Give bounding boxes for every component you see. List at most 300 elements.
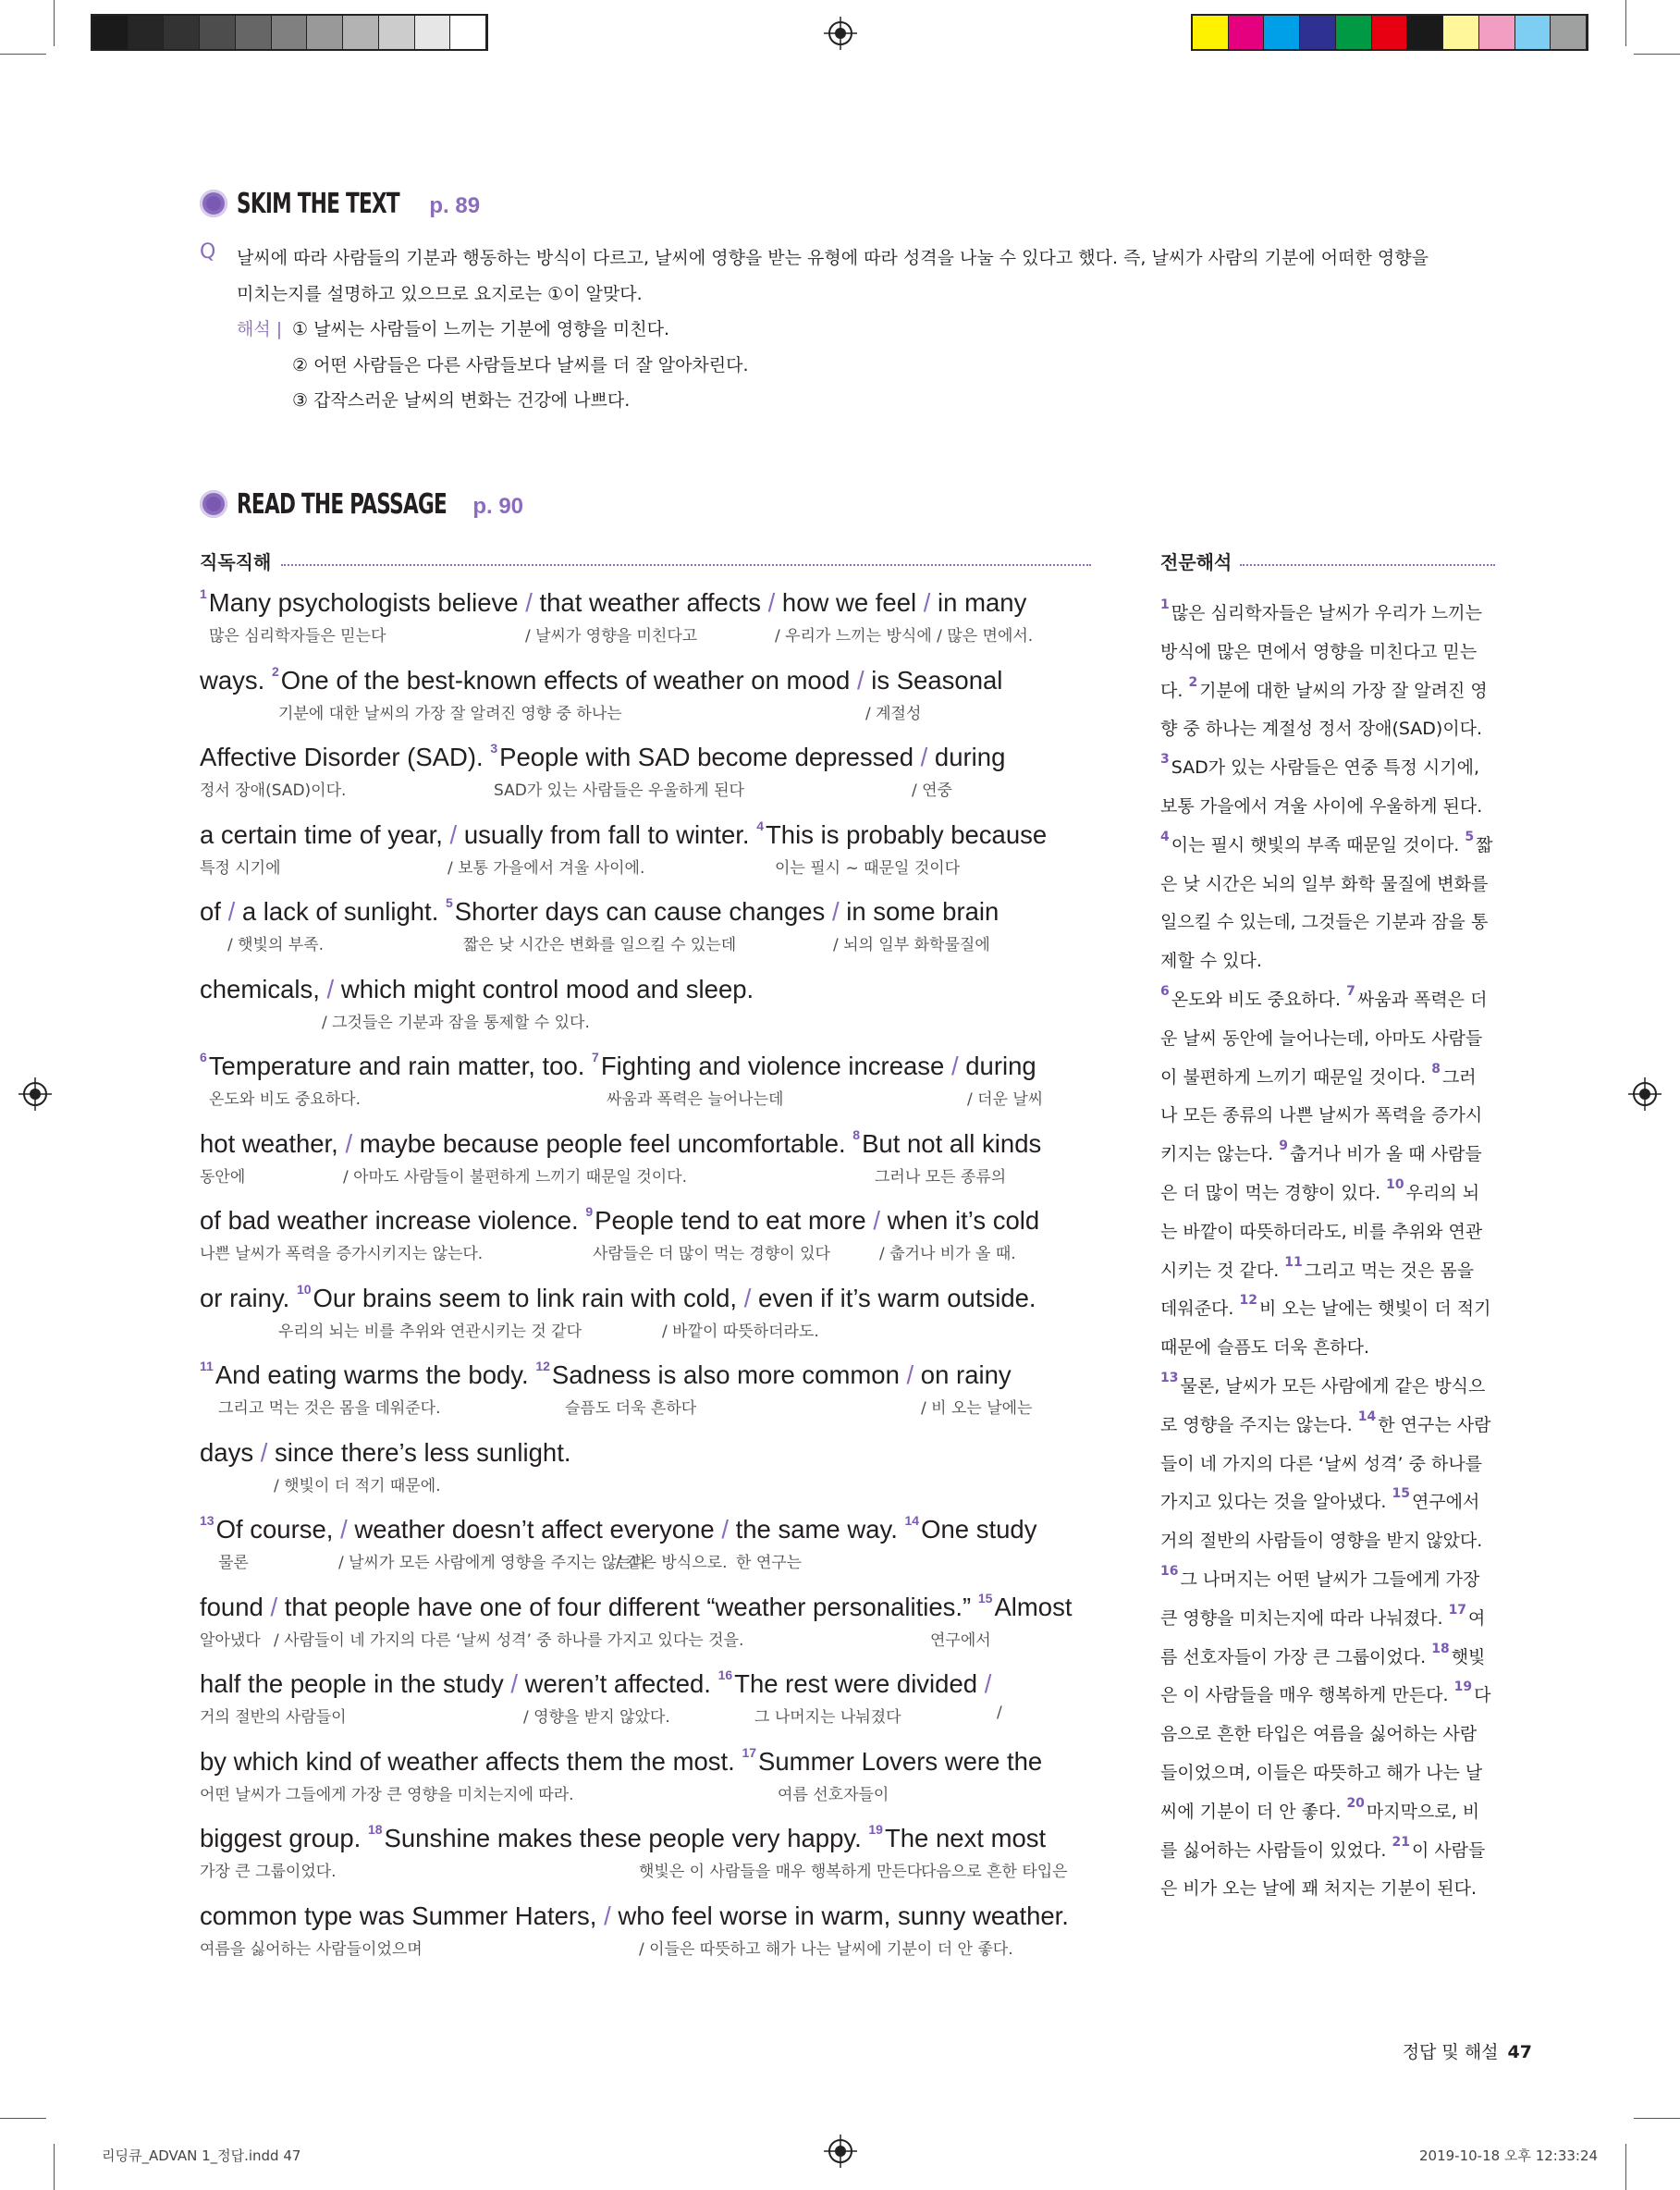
crop-mark [0, 54, 46, 55]
passage-gloss-line [200, 1086, 1060, 1109]
passage-text: how we feel [775, 588, 924, 617]
gloss-chunk: 그러나 모든 종류의 [875, 1167, 1007, 1187]
translation-text: 보통 가을에서 겨울 사이에 우울하게 된다. [1160, 796, 1483, 817]
gloss-chunk: 가장 큰 그룹이었다. [200, 1863, 337, 1881]
gloss-chunk: 그리고 먹는 것은 몸을 데워준다. [218, 1399, 441, 1418]
gloss-chunk: 여름을 싫어하는 사람들이었으며 [200, 1939, 423, 1959]
passage-text: a certain time of year, [200, 819, 450, 849]
chunk-divider: / [510, 1669, 518, 1698]
translation-text: 은 비가 오는 날에 꽤 처지는 기분이 된다. [1160, 1878, 1477, 1900]
gloss-chunk: 이는 필시 ~ 때문일 것이다 [775, 858, 961, 878]
translation-text: 데워준다. [1160, 1298, 1240, 1320]
passage-text: biggest group. [200, 1824, 368, 1852]
translation-text: 연구에서 [1411, 1492, 1480, 1513]
gloss-chunk: / 날씨가 영향을 미친다고 [525, 627, 698, 646]
translation-text: 우리의 뇌 [1405, 1183, 1480, 1203]
sentence-number: 7 [592, 1050, 599, 1064]
passage-text: days [200, 1437, 261, 1467]
gloss-chunk: 거의 절반의 사람들이 [200, 1708, 347, 1727]
gloss-chunk: / 사람들이 네 가지의 다른 ‘날씨 성격’ 중 하나를 가지고 있다는 것을. [274, 1630, 744, 1650]
translation-text: 다 [1474, 1685, 1491, 1706]
passage-text: found [200, 1592, 271, 1621]
passage-text: in many [930, 588, 1027, 617]
gloss-chunk: / 우리가 느끼는 방식에 / 많은 면에서. [775, 627, 1034, 646]
translation-line [1160, 908, 1488, 933]
color-swatch [1229, 16, 1265, 49]
passage-line [200, 975, 754, 1004]
passage-line [200, 1126, 1042, 1159]
color-swatch [1193, 16, 1229, 49]
translation-text: 거의 절반의 사람들이 영향을 받지 않았다. [1160, 1531, 1483, 1552]
skim-page-ref: p. 89 [429, 193, 481, 218]
sentence-number: 17 [742, 1744, 757, 1760]
crop-mark [1634, 2118, 1680, 2119]
literal-translation-label: 직독직해 [200, 551, 272, 573]
passage-text: Shorter days can cause changes [454, 897, 832, 926]
sentence-number: 6 [200, 1050, 207, 1064]
passage-text: usually from fall to winter. [457, 819, 757, 849]
passage-text: a lack of sunlight. [235, 897, 446, 926]
translation-line [1160, 1834, 1486, 1862]
sentence-number: 12 [535, 1359, 550, 1373]
sentence-number: 4 [756, 818, 764, 833]
gloss-chunk: 어떤 날씨가 그들에게 가장 큰 영향을 미치는지에 따라. [200, 1785, 574, 1804]
gray-swatch [272, 16, 308, 49]
translation-text: 은 이 사람들을 매우 행복하게 만든다. [1160, 1685, 1454, 1706]
gloss-chunk: / 햇빛의 부족. [227, 936, 325, 954]
passage-line [200, 1590, 1073, 1622]
chunk-divider: / [906, 1360, 914, 1389]
chunk-divider: / [743, 1283, 752, 1312]
translation-text: 향 중 하나는 계절성 정서 장애(SAD)이다. [1160, 719, 1483, 740]
sentence-number: 3 [490, 741, 498, 756]
translation-text: 은 더 많이 먹는 경향이 있다. [1160, 1183, 1387, 1203]
translation-line [1160, 1488, 1479, 1513]
passage-gloss-line [200, 1858, 1068, 1881]
sentence-number: 1 [200, 586, 207, 601]
passage-text: chemicals, [200, 974, 327, 1003]
gloss-chunk: 여름 선호자들이 [778, 1785, 889, 1804]
gloss-chunk: / 연중 [912, 781, 952, 800]
translation-text: 이 불편하게 느끼기 때문일 것이다. [1160, 1066, 1432, 1088]
sentence-number: 9 [1279, 1138, 1288, 1154]
crop-mark [1625, 0, 1626, 46]
passage-text: maybe because people feel uncomfortable. [352, 1128, 853, 1158]
passage-text: half the people in the study [200, 1669, 511, 1698]
gloss-chunk: / 바깥이 따뜻하더라도. [662, 1322, 819, 1341]
translation-line [1160, 1643, 1485, 1668]
sentence-number: 19 [1453, 1679, 1473, 1695]
passage-gloss-line [200, 1318, 1060, 1341]
gloss-chunk: 그 나머지는 나눠졌다 [754, 1708, 901, 1727]
sentence-number: 2 [271, 663, 279, 679]
gloss-chunk: / 계절성 [865, 704, 922, 723]
read-heading [200, 486, 523, 521]
translation-text: 많은 심리학자들은 날씨가 우리가 느끼는 [1171, 603, 1482, 623]
passage-text: One of the best-known effects of weather on mood [280, 665, 857, 695]
gloss-chunk: 특정 시기에 [200, 858, 281, 878]
grayscale-color-bar [91, 14, 488, 51]
sentence-number: 11 [1284, 1254, 1303, 1270]
gloss-chunk: / 보통 가을에서 겨울 사이에. [448, 858, 645, 878]
translation-line [1160, 870, 1488, 895]
color-swatch [1479, 16, 1515, 49]
gloss-chunk: / 날씨가 모든 사람에게 영향을 주지는 않는다 [338, 1554, 647, 1572]
chunk-divider: / [873, 1206, 880, 1235]
translation-line [1160, 754, 1479, 779]
sentence-number: 9 [585, 1204, 594, 1219]
gloss-chunk: / 햇빛이 더 적기 때문에. [274, 1476, 441, 1495]
sentence-number: 20 [1346, 1795, 1365, 1811]
sentence-number: 8 [852, 1126, 861, 1142]
translation-line [1160, 1720, 1477, 1745]
translation-line [1160, 986, 1487, 1011]
passage-line [200, 1052, 1036, 1081]
translation-text: 때문에 슬픔도 더욱 흔하다. [1160, 1337, 1370, 1359]
gray-swatch [236, 16, 272, 49]
passage-text: Fighting and violence increase [600, 1052, 951, 1080]
slug-right: 2019-10-18 오후 12:33:24 [1419, 2147, 1599, 2164]
sentence-number: 17 [1448, 1602, 1467, 1618]
translation-text: 짧 [1476, 834, 1493, 855]
gray-swatch [92, 16, 129, 49]
footer-label: 정답 및 해설 [1402, 2042, 1499, 2062]
translation-text: 싸움과 폭력은 더 [1356, 990, 1488, 1010]
gloss-chunk: / [997, 1704, 1002, 1722]
passage-line [200, 1206, 1039, 1236]
passage-text: But not all kinds [862, 1128, 1042, 1158]
passage-text: since there’s less sunlight. [267, 1437, 571, 1467]
chunk-divider: / [270, 1592, 278, 1621]
page-number: 47 [1507, 2042, 1532, 2062]
gloss-chunk: / 이들은 따뜻하고 해가 나는 날씨에 기분이 더 안 좋다. [639, 1939, 1013, 1959]
passage-gloss-line [200, 931, 1060, 952]
gloss-chunk: 우리의 뇌는 비를 추위와 연관시키는 것 같다 [278, 1322, 582, 1341]
passage-text: the same way. [728, 1515, 905, 1544]
passage-line [200, 1281, 1036, 1313]
gloss-chunk: 알아냈다 [200, 1630, 261, 1650]
passage-line [200, 1438, 571, 1468]
gray-swatch [379, 16, 415, 49]
chunk-divider: / [340, 1515, 348, 1544]
translation-text: 방식에 많은 면에서 영향을 미친다고 믿는 [1160, 641, 1478, 662]
translation-text: 햇빛 [1451, 1646, 1486, 1667]
passage-text: by which kind of weather affects them the most. [200, 1746, 742, 1776]
passage-text: which might control mood and sleep. [334, 974, 754, 1003]
chunk-divider: / [345, 1128, 353, 1158]
passage-line [200, 1901, 1069, 1931]
gloss-chunk: 사람들은 더 많이 먹는 경향이 있다 [593, 1245, 830, 1263]
passage-text: Temperature and rain matter, too. [208, 1052, 593, 1080]
translation-line [1160, 599, 1482, 624]
translation-line [1160, 1140, 1482, 1165]
bullet-icon [200, 490, 227, 518]
passage-line [200, 1360, 1012, 1390]
option-3: ③ 갑작스러운 날씨의 변화는 건강에 나쁘다. [292, 390, 631, 411]
gray-swatch [450, 16, 486, 49]
sentence-number: 13 [200, 1513, 215, 1528]
gray-swatch [343, 16, 379, 49]
passage-text: People with SAD become depressed [499, 743, 921, 771]
chunk-divider: / [920, 743, 928, 771]
crop-mark [0, 2118, 46, 2119]
gloss-chunk: SAD가 있는 사람들은 우울하게 된다 [494, 781, 744, 800]
translation-text: 물론, 날씨가 모든 사람에게 같은 방식으 [1180, 1376, 1486, 1396]
gray-swatch [129, 16, 165, 49]
passage-line [200, 1824, 1046, 1853]
translation-text: 들이었으며, 이들은 따뜻하고 해가 나는 날 [1160, 1763, 1483, 1783]
passage-text: of [200, 897, 228, 926]
translation-line [1160, 674, 1488, 702]
chunk-divider: / [767, 588, 776, 617]
passage-gloss-line [200, 1936, 1060, 1959]
gray-swatch [200, 16, 236, 49]
passage-text: on rainy [914, 1360, 1012, 1389]
translation-text: 여 [1468, 1607, 1486, 1629]
color-swatch [1372, 16, 1408, 49]
passage-text: Summer Lovers were the [758, 1746, 1043, 1776]
passage-gloss-line [200, 1704, 1060, 1727]
chunk-divider: / [950, 1052, 959, 1080]
gloss-chunk: 기분에 대한 날씨의 가장 잘 알려진 영향 중 하나는 [278, 704, 622, 723]
sentence-number: 19 [868, 1822, 883, 1837]
translation-line [1160, 1025, 1482, 1050]
crop-mark [1625, 2144, 1626, 2190]
crop-mark [54, 0, 55, 46]
read-title: READ THE PASSAGE [237, 488, 448, 521]
passage-text: ways. [200, 665, 272, 695]
color-swatch [1551, 16, 1587, 49]
passage-gloss-line [200, 777, 1060, 800]
translation-text: 제할 수 있다. [1160, 951, 1262, 972]
passage-gloss-line [200, 622, 1060, 646]
translation-line [1160, 831, 1492, 856]
color-swatch [1336, 16, 1372, 49]
sentence-number: 10 [1386, 1177, 1404, 1192]
passage-text: One study [921, 1515, 1037, 1544]
chunk-divider: / [721, 1515, 729, 1544]
sentence-number: 14 [904, 1513, 920, 1528]
translation-text: 큰 영향을 미치는지에 따라 나눠졌다. [1160, 1607, 1449, 1629]
translation-line [1160, 1566, 1479, 1591]
translation-text: 로 영향을 주지는 않는다. [1160, 1414, 1358, 1435]
skim-title: SKIM THE TEXT [237, 188, 399, 220]
passage-text: even if it’s warm outside. [751, 1283, 1036, 1312]
color-swatch [1515, 16, 1551, 49]
translation-line [1160, 1411, 1490, 1436]
passage-text: And eating warms the body. [215, 1360, 536, 1389]
passage-text: The next most [884, 1824, 1047, 1852]
translation-line [1160, 1681, 1490, 1706]
translation-line [1160, 1334, 1369, 1359]
passage-text: weather doesn’t affect everyone [347, 1515, 722, 1544]
passage-gloss-line [200, 1163, 1060, 1187]
passage-gloss-line [200, 1472, 1060, 1493]
chunk-divider: / [449, 819, 458, 849]
passage-gloss-line [200, 700, 1060, 723]
chunk-divider: / [525, 588, 533, 617]
gloss-chunk: 한 연구는 [736, 1554, 803, 1572]
sentence-number: 21 [1392, 1834, 1410, 1850]
translation-line [1160, 1295, 1490, 1320]
gloss-chunk: 정서 장애(SAD)이다. [200, 781, 347, 800]
translation-text: 마지막으로, 비 [1366, 1801, 1480, 1822]
footer [1403, 2038, 1532, 2063]
translation-text: 름 선호자들이 가장 큰 그룹이었다. [1160, 1646, 1432, 1667]
gloss-chunk: 동안에 [200, 1167, 246, 1187]
sentence-number: 4 [1160, 829, 1170, 844]
passage-line [200, 820, 1047, 850]
sentence-number: 5 [1465, 829, 1475, 844]
sentence-number: 15 [977, 1590, 993, 1606]
question-answer-line1: 날씨에 따라 사람들의 기분과 행동하는 방식이 다르고, 날씨에 영향을 받는 유형에 따라 성격을 나눌 수 있다고 했다. 즉, 날씨가 사람의 기분에 어떠한 영향을 [237, 248, 1429, 268]
passage-text: This is probably because [766, 819, 1048, 849]
passage-line [200, 743, 1005, 772]
gloss-chunk: 다음으로 흔한 타입은 [921, 1863, 1068, 1881]
gloss-chunk: 연구에서 [930, 1630, 991, 1650]
gloss-chunk: / 뇌의 일부 화학물질에 [833, 936, 990, 954]
translation-text: 비 오는 날에는 햇빛이 더 적기 [1258, 1298, 1491, 1320]
translation-line [1160, 1602, 1486, 1630]
passage-gloss-line [200, 1395, 1060, 1418]
passage-line [200, 588, 1026, 618]
passage-text: during [958, 1052, 1036, 1080]
passage-gloss-line [200, 1781, 1060, 1802]
passage-text: of bad weather increase violence. [200, 1206, 586, 1235]
sentence-number: 5 [445, 895, 453, 910]
translation-text: 는 바깥이 따뜻하더라도, 비를 추위와 연관 [1160, 1221, 1483, 1242]
passage-text: Many psychologists believe [208, 588, 526, 617]
passage-line [200, 1669, 991, 1699]
translation-line [1160, 1759, 1482, 1784]
crop-mark [54, 2144, 55, 2190]
chunk-divider: / [227, 897, 236, 926]
translation-line [1160, 793, 1482, 818]
translation-text: 이는 필시 햇빛의 부족 때문일 것이다. [1171, 834, 1465, 855]
chunk-divider: / [604, 1901, 611, 1930]
registration-mark-icon [824, 17, 857, 50]
crop-mark [1634, 54, 1680, 55]
chunk-divider: / [984, 1669, 992, 1698]
sentence-number: 13 [1160, 1371, 1179, 1385]
passage-text: weren’t affected. [518, 1669, 718, 1698]
translation-text: 가지고 있다는 것을 알아냈다. [1160, 1492, 1392, 1513]
sentence-number: 8 [1431, 1061, 1441, 1077]
passage-gloss-line [200, 855, 1060, 878]
translation-text: 시키는 것 같다. [1160, 1260, 1285, 1281]
translation-line [1160, 638, 1477, 663]
divider [281, 564, 1091, 566]
passage-text: Our brains seem to link rain with cold, [313, 1283, 744, 1312]
gloss-chunk: / 그것들은 기분과 잠을 통제할 수 있다. [322, 1013, 590, 1032]
passage-text: Sadness is also more common [551, 1360, 907, 1389]
translation-line [1160, 1218, 1482, 1243]
chunk-divider: / [260, 1437, 268, 1467]
color-swatch [1407, 16, 1443, 49]
gloss-chunk: 나쁜 날씨가 폭력을 증가시키지는 않는다. [200, 1245, 484, 1263]
gloss-chunk: / 같은 방식으로. [616, 1554, 728, 1572]
sentence-number: 11 [200, 1359, 214, 1373]
passage-text: People tend to eat more [595, 1206, 874, 1235]
translation-text: 온도와 비도 중요하다. [1171, 990, 1347, 1010]
passage-gloss-line [200, 1549, 1060, 1572]
translation-text: 씨에 기분이 더 안 좋다. [1160, 1801, 1347, 1822]
sentence-number: 6 [1160, 984, 1170, 999]
sentence-number: 1 [1160, 597, 1170, 612]
skim-heading [200, 185, 480, 220]
gloss-chunk: 싸움과 폭력은 늘어나는데 [607, 1090, 784, 1109]
translation-text: 그 나머지는 어떤 날씨가 그들에게 가장 [1180, 1569, 1480, 1590]
color-swatch [1264, 16, 1300, 49]
translation-line [1160, 1254, 1475, 1282]
translation-text: 일으킬 수 있는데, 그것들은 기분과 잠을 통 [1160, 912, 1489, 933]
translation-text: 나 모든 종류의 나쁜 날씨가 폭력을 증가시 [1160, 1105, 1483, 1126]
gloss-chunk: / 영향을 받지 않았다. [523, 1708, 670, 1727]
translation-line [1160, 1450, 1482, 1475]
translation-text: 키지는 않는다. [1160, 1144, 1280, 1165]
sentence-number: 2 [1188, 674, 1198, 690]
sentence-number: 12 [1239, 1293, 1257, 1309]
gloss-chunk: / 아마도 사람들이 불편하게 느끼기 때문일 것이다. [343, 1167, 687, 1187]
gloss-chunk: / 춥거나 비가 올 때. [879, 1245, 1016, 1263]
translation-text: 들이 네 가지의 다른 ‘날씨 성격’ 중 하나를 [1160, 1453, 1483, 1474]
passage-line [200, 897, 999, 927]
translation-line [1160, 947, 1262, 972]
translation-line [1160, 1061, 1477, 1089]
translation-text: 한 연구는 사람 [1378, 1414, 1491, 1435]
sentence-number: 14 [1357, 1409, 1377, 1424]
passage-text: that weather affects [532, 588, 768, 617]
chunk-divider: / [923, 588, 931, 617]
gray-swatch [415, 16, 451, 49]
translation-line [1160, 1527, 1482, 1552]
chunk-divider: / [326, 974, 335, 1003]
translation-text: 그리고 먹는 것은 몸을 [1304, 1260, 1475, 1281]
passage-line [200, 1744, 1043, 1777]
translation-line [1160, 1875, 1477, 1900]
sentence-number: 3 [1160, 752, 1170, 768]
read-page-ref: p. 90 [472, 494, 524, 519]
sentence-number: 18 [367, 1822, 383, 1837]
passage-text: Of course, [215, 1515, 341, 1544]
registration-mark-icon [824, 2135, 857, 2168]
sentence-number: 16 [1160, 1564, 1179, 1579]
translation-line [1160, 1372, 1485, 1397]
gloss-chunk: 물론 [218, 1554, 249, 1572]
question-mark-label: Q [200, 240, 216, 264]
sentence-number: 7 [1346, 984, 1355, 999]
translation-text: 를 싫어하는 사람들이 있었다. [1160, 1839, 1392, 1861]
gloss-chunk: / 비 오는 날에는 [921, 1399, 1033, 1418]
translation-text: 운 날씨 동안에 늘어나는데, 아마도 사람들 [1160, 1027, 1483, 1049]
divider [1240, 564, 1495, 566]
gray-swatch [307, 16, 343, 49]
registration-mark-icon [18, 1077, 52, 1111]
option-1: ① 날씨는 사람들이 느끼는 기분에 영향을 미친다. [292, 319, 670, 339]
chunk-divider: / [856, 665, 865, 695]
gloss-chunk: / 더운 날씨 [967, 1090, 1044, 1109]
passage-text: hot weather, [200, 1128, 346, 1158]
gloss-chunk: 많은 심리학자들은 믿는다 [209, 627, 386, 646]
slug-left: 리딩큐_ADVAN 1_정답.indd 47 [102, 2147, 301, 2164]
sentence-number: 15 [1392, 1486, 1410, 1502]
translation-text: 음으로 흔한 타입은 여름을 싫어하는 사람 [1160, 1724, 1478, 1745]
process-color-bar [1191, 14, 1588, 51]
passage-text: that people have one of four different “weather personalities.” [277, 1592, 978, 1621]
passage-text: is Seasonal [864, 665, 1003, 695]
registration-mark-icon [1628, 1077, 1662, 1111]
passage-text: or rainy. [200, 1283, 297, 1312]
